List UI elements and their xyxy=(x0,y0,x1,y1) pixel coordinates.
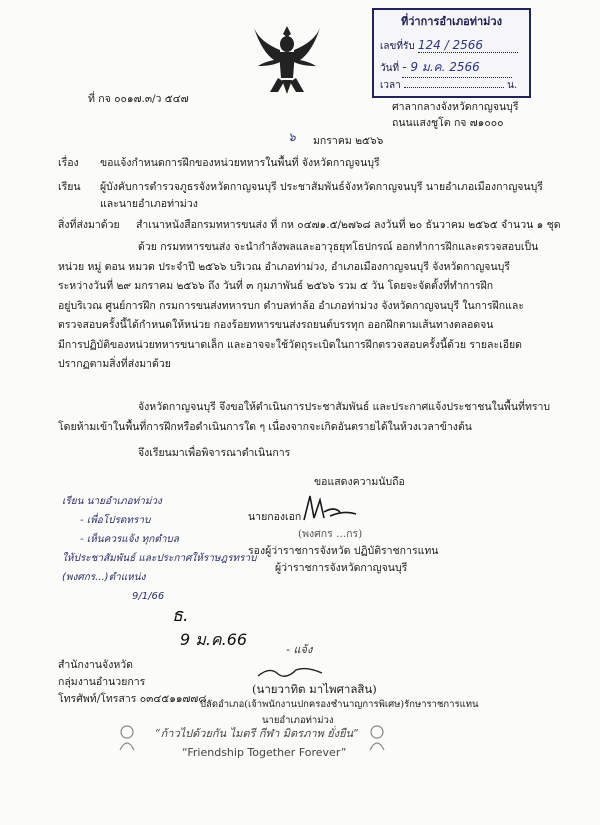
district-signature-scribble-icon xyxy=(256,664,326,682)
enclosure-text: สำเนาหนังสือกรมทหารขนส่ง ที่ กห ๐๔๗๑.๕/๒๗๖๘ ลงวันที่ ๒๐ ธันวาคม ๒๕๖๕ จำนวน ๑ ชุด xyxy=(136,219,561,231)
received-stamp xyxy=(372,8,531,98)
body-line: ตรวจสอบครั้งนี้ได้กำหนดให้หน่วย กองร้อยทหารขนส่งรถยนต์บรรทุก ออกฝึกตามเส้นทางตลอดจน xyxy=(58,319,494,331)
stamp-received-label: เลขที่รับ xyxy=(380,41,415,52)
body-line: จังหวัดกาญจนบุรี จึงขอให้ดำเนินการประชาสัมพันธ์ และประกาศแจ้งประชาชนในพื้นที่ทราบ xyxy=(138,401,551,413)
body-line: โดยห้ามเข้าในพื้นที่การฝึกหรือดำเนินการใด ๆ เนื่องจากจะเกิดอันตรายได้ในห้วงเวลาข้างต้น xyxy=(58,420,472,433)
footer-office: สำนักงานจังหวัด xyxy=(58,659,133,671)
district-signer-position-1: ปลัดอำเภอ(เจ้าพนักงานปกครองชำนาญการพิเศษ)รักษาราชการแทน xyxy=(200,699,479,710)
issuer-line-1: ศาลากลางจังหวัดกาญจนบุรี xyxy=(392,101,519,113)
stamp-time-suffix: น. xyxy=(507,80,518,91)
handwritten-note xyxy=(62,492,257,606)
district-signer-position-2: นายอำเภอท่าม่วง xyxy=(262,715,334,726)
signer-rank: นายกองเอก xyxy=(248,511,302,523)
date-day: ๖ xyxy=(288,130,296,144)
handwritten-dash-mark: - แจ้ง xyxy=(286,643,313,656)
district-signer-name: (นายวาทิต มาไพศาลสิน) xyxy=(252,682,377,696)
body-line: ระหว่างวันที่ ๒๙ มกราคม ๒๕๖๖ ถึง วันที่ ๓ กุมภาพันธ์ ๒๕๖๖ รวม ๕ วัน โดยจะจัดตั้งที่ทำการฝึก xyxy=(58,280,494,292)
closing: ขอแสดงความนับถือ xyxy=(314,476,405,488)
body-paragraph-1 xyxy=(58,238,558,375)
garuda-emblem-icon xyxy=(252,22,322,98)
subject-label: เรื่อง xyxy=(58,157,79,169)
handwritten-initial: ธ. xyxy=(172,605,189,626)
body-line: อยู่บริเวณ ศูนย์การฝึก กรมการขนส่งทหารบก ตำบลท่าล้อ อำเภอท่าม่วง จังหวัดกาญจนบุรี ในการฝึกและ xyxy=(58,299,524,312)
signer-name: (พงศกร ...กร) xyxy=(298,528,363,540)
stamp-date-row xyxy=(380,58,512,78)
stamp-date-value: - 9 ม.ค. 2566 xyxy=(402,58,512,78)
issuer-line-2: ถนนแสงชูโต กจ ๗๑๐๐๐ xyxy=(392,117,504,129)
subject-text: ขอแจ้งกำหนดการฝึกของหน่วยทหารในพื้นที่ จังหวัดกาญจนบุรี xyxy=(100,157,380,169)
stamp-date-label: วันที่ xyxy=(380,63,400,74)
body-line: มีการปฏิบัติของหน่วยทหารขนาดเล็ก และอาจจะใช้วัตถุระเบิดในการฝึกตรวจสอบครั้งนี้ด้วย รายละเอียด xyxy=(58,338,522,351)
footer-phone: โทรศัพท์/โทรสาร ๐๓๔๕๑๑๗๗๘ xyxy=(58,693,207,705)
to-line-2: และนายอำเภอท่าม่วง xyxy=(100,198,198,210)
handnote-line: ให้ประชาสัมพันธ์ และประกาศให้ราษฎรทราบ xyxy=(62,553,257,564)
stamp-time-label: เวลา xyxy=(380,80,401,91)
handnote-line: - เห็นควรแจ้ง ทุกตำบล xyxy=(80,534,179,545)
stamp-received-row xyxy=(380,38,518,54)
body-line: ปรากฏตามสิ่งที่ส่งมาด้วย xyxy=(58,358,171,370)
slogan-english: “Friendship Together Forever” xyxy=(182,746,347,759)
slogan-thai: “ก้าวไปด้วยกัน ไมตรี กีฬา มิตรภาพ ยั่งยืน” xyxy=(155,727,359,740)
body-line: ด้วย กรมทหารขนส่ง จะนำกำลังพลและอาวุธยุทโธปกรณ์ ออกทำการฝึกและตรวจสอบเป็น xyxy=(138,241,539,253)
signer-position-2: ผู้ว่าราชการจังหวัดกาญจนบุรี xyxy=(275,562,408,574)
document-date: มกราคม ๒๕๖๖ xyxy=(313,135,384,147)
mascot-right-icon xyxy=(362,722,392,752)
handnote-line: (พงศกร...)ตำแหน่ง xyxy=(62,572,146,583)
stamp-time-row xyxy=(380,78,517,93)
handnote-line: - เพื่อโปรดทราบ xyxy=(80,515,151,526)
signature-scribble-icon xyxy=(300,492,360,526)
handwritten-date: 9 ม.ค.66 xyxy=(180,630,248,649)
handnote-line: เรียน นายอำเภอท่าม่วง xyxy=(62,496,162,507)
body-line: หน่วย หมู่ ตอน หมวด ประจำปี ๒๕๖๖ บริเวณ อำเภอท่าม่วง, อำเภอเมืองกาญจนบุรี จังหวัดกาญจนบุรี xyxy=(58,260,510,273)
enclosure-label: สิ่งที่ส่งมาด้วย xyxy=(58,219,120,231)
mascot-left-icon xyxy=(112,722,142,752)
handnote-line: 9/1/66 xyxy=(132,591,165,602)
body-paragraph-3: จึงเรียนมาเพื่อพิจารณาดำเนินการ xyxy=(138,447,291,459)
to-label: เรียน xyxy=(58,181,81,193)
body-paragraph-2 xyxy=(58,398,558,437)
signer-position-1: รองผู้ว่าราชการจังหวัด ปฏิบัติราชการแทน xyxy=(248,545,439,557)
stamp-received-no: 124 / 2566 xyxy=(418,38,518,53)
stamp-office: ที่ว่าการอำเภอท่าม่วง xyxy=(401,15,502,28)
document-number: ที่ กจ ๐๐๑๗.๓/ว ๕๔๗ xyxy=(88,93,189,105)
to-line-1: ผู้บังคับการตำรวจภูธรจังหวัดกาญจนบุรี ประชาสัมพันธ์จังหวัดกาญจนบุรี นายอำเภอเมืองกาญจนบุรี xyxy=(100,181,543,193)
footer-group: กลุ่มงานอำนวยการ xyxy=(58,676,146,688)
